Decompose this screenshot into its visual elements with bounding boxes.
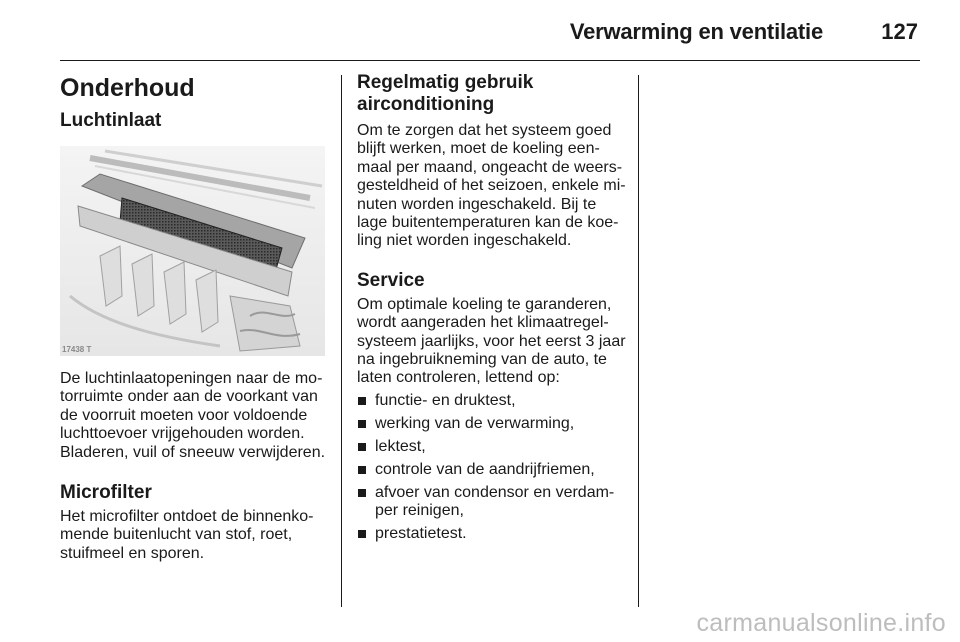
microfilter-text: Het microfilter ontdoet de binnenko-mende buitenlucht van stof, roet, stuifmeel en sporen. — [60, 508, 314, 562]
list-item-text: controle van de aandrijfriemen, — [375, 460, 595, 478]
ac-text: Om te zorgen dat het systeem goed blijft werken, moet de koeling een-maal per maand, ongeacht de weers-gesteldheid of het seizoen, enkele mi-nuten worden ingeschakeld. Bij te lage buitentemperaturen kan de koe-ling niet worden ingeschakeld. — [357, 122, 626, 250]
service-list — [357, 392, 627, 544]
subsection-title: Luchtinlaat — [60, 110, 162, 131]
list-item-text: lektest, — [375, 437, 426, 455]
page-number: 127 — [881, 19, 918, 44]
air-intake-drawing — [60, 146, 325, 356]
service-text: Om optimale koeling te garanderen, wordt aangeraden het klimaatregel-systeem jaarlijks, voor het eerst 3 jaar na ingebruikneming van de auto, te laten controleren, lettend op: — [357, 295, 626, 387]
service-title: Service — [357, 269, 425, 291]
left-column — [60, 72, 330, 563]
intake-text: De luchtinlaatopeningen naar de mo-torruimte onder aan de voorkant van de voorruit moeten voor voldoende luchttoevoer vrijgehouden worden. Bladeren, vuil of sneeuw verwijderen. — [60, 370, 326, 461]
list-item-text: afvoer van condensor en verdam-per reinigen, — [375, 483, 615, 520]
list-item — [357, 461, 627, 479]
square-bullet-icon — [358, 489, 366, 497]
list-item — [357, 415, 627, 433]
column-divider-left — [341, 75, 342, 607]
header-title: Verwarming en ventilatie — [569, 19, 823, 44]
figure-code: 17438 T — [62, 345, 92, 354]
list-item-text: prestatietest. — [375, 525, 467, 543]
watermark: carmanualsonline.info — [696, 609, 946, 637]
square-bullet-icon — [358, 397, 366, 405]
microfilter-title: Microfilter — [60, 482, 152, 504]
header-rule — [60, 60, 920, 61]
ac-title: Regelmatig gebruik airconditioning — [357, 72, 534, 115]
square-bullet-icon — [358, 443, 366, 451]
list-item — [357, 392, 627, 410]
middle-column — [357, 72, 627, 548]
section-title: Onderhoud — [60, 74, 195, 102]
list-item — [357, 438, 627, 456]
list-item — [357, 525, 627, 543]
list-item-text: functie- en druktest, — [375, 391, 516, 409]
list-item-text: werking van de verwarming, — [375, 414, 575, 432]
square-bullet-icon — [358, 420, 366, 428]
air-intake-illustration — [60, 146, 325, 356]
column-divider-right — [638, 75, 639, 607]
list-item — [357, 484, 627, 521]
square-bullet-icon — [358, 466, 366, 474]
square-bullet-icon — [358, 530, 366, 538]
